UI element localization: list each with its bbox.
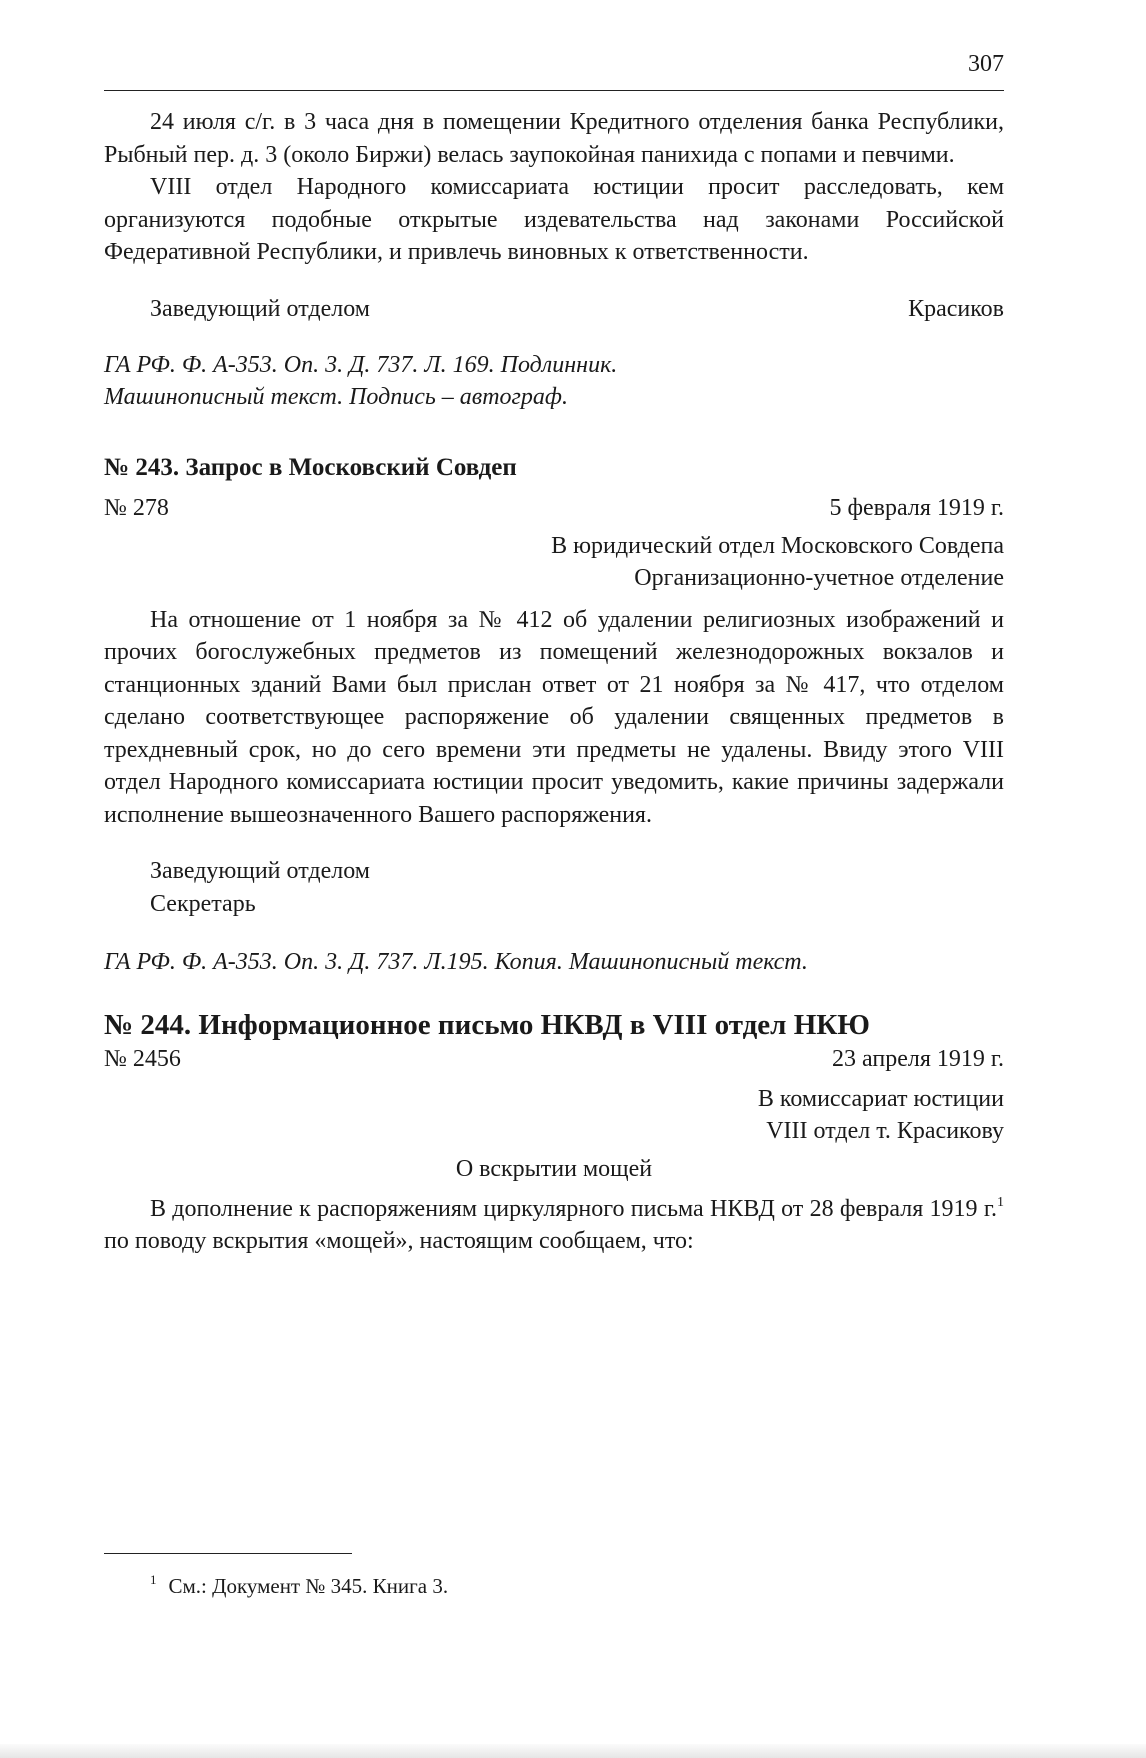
archive-source-line: Машинописный текст. Подпись – автограф. <box>104 384 568 410</box>
doc-244-addressee <box>104 1083 1004 1147</box>
footnote <box>150 1572 448 1600</box>
signature-name: Красиков <box>908 295 1004 322</box>
doc-243-signature <box>104 855 1004 920</box>
footnote-rule <box>104 1553 352 1554</box>
doc-244-title: № 244. Информационное письмо НКВД в VIII отдел НКЮ <box>104 1008 870 1041</box>
addressee-line: В комиссариат юстиции <box>757 1085 1004 1112</box>
doc-243-title: № 243. Запрос в Московский Совдеп <box>104 453 517 481</box>
page-number: 307 <box>968 51 1004 77</box>
doc-244-body-part1: В дополнение к распоряжениям циркулярного письма НКВД от 28 февраля 1919 г. <box>150 1195 997 1222</box>
signature-line: Секретарь <box>150 890 256 917</box>
doc-243-addressee <box>104 530 1004 594</box>
doc-244-body-part2: по поводу вскрытия «мощей», настоящим сообщаем, что: <box>104 1228 694 1254</box>
doc-244-subject: О вскрытии мощей <box>455 1155 653 1182</box>
prev-doc-paragraph-2: VIII отдел Народного комиссариата юстиции просит расследовать, кем организуются подобные открытые издевательства над законами Российской Федеративной Республики, и привлечь виновных к ответственности. <box>104 174 1004 265</box>
footnote-reference: 1 <box>997 1194 1004 1210</box>
doc-244-date: 23 апреля 1919 г. <box>832 1045 1004 1072</box>
document-page <box>104 0 1004 1758</box>
footnote-text: См.: Документ № 345. Книга 3. <box>168 1574 449 1598</box>
doc-244-body <box>104 1193 1004 1258</box>
archive-source-line: ГА РФ. Ф. А-353. Оп. 3. Д. 737. Л. 169. Подлинник. <box>104 351 618 378</box>
page-content <box>104 106 1004 1258</box>
doc-243-number: № 278 <box>104 494 169 521</box>
prev-doc-source <box>104 349 1004 414</box>
addressee-line: В юридический отдел Московского Совдепа <box>551 532 1004 559</box>
signature-line: Заведующий отделом <box>150 858 370 884</box>
doc-243-source: ГА РФ. Ф. А-353. Оп. 3. Д. 737. Л.195. Копия. Машинописный текст. <box>104 949 808 975</box>
doc-244-meta <box>104 1043 1004 1075</box>
page-bottom-edge <box>0 1744 1146 1758</box>
addressee-line: VIII отдел т. Красикову <box>766 1117 1004 1144</box>
prev-doc-signature <box>104 293 1004 325</box>
doc-243-meta <box>104 492 1004 524</box>
addressee-line: Организационно-учетное отделение <box>634 564 1004 591</box>
footnote-marker: 1 <box>150 1572 157 1587</box>
doc-243-date: 5 февраля 1919 г. <box>829 494 1004 521</box>
header-rule <box>104 90 1004 91</box>
prev-doc-paragraph-1: 24 июля с/г. в 3 часа дня в помещении Кредитного отделения банка Республики, Рыбный пер. д. 3 (около Биржи) велась заупокойная панихида с попами и певчими. <box>104 109 1004 168</box>
signature-title: Заведующий отделом <box>150 295 370 322</box>
doc-244-number: № 2456 <box>104 1045 181 1072</box>
doc-243-body: На отношение от 1 ноября за № 412 об удалении религиозных изображений и прочих богослужебных предметов из помещений железнодорожных вокзалов и станционных зданий Вами был прислан ответ от 21 ноября за № 417, что отделом сделано соответствующее распоряжение об удалении священных предметов в трехдневный срок, но до сего времени эти предметы не удалены. Ввиду этого VIII отдел Народного комиссариата юстиции просит уведомить, какие причины задержали исполнение вышеозначенного Вашего распоряжения. <box>104 606 1004 828</box>
